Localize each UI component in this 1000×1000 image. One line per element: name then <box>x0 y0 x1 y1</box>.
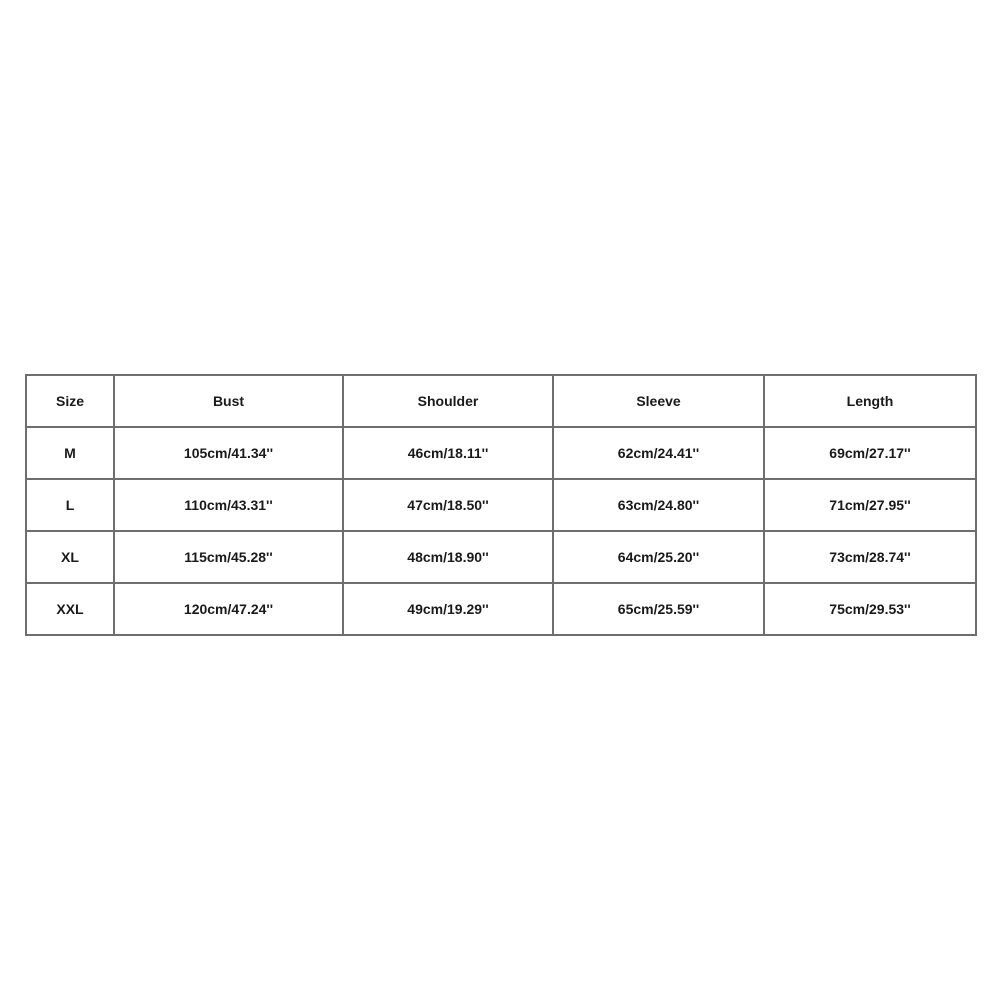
header-bust: Bust <box>114 375 343 427</box>
header-sleeve: Sleeve <box>553 375 764 427</box>
table-row <box>26 583 976 635</box>
header-row <box>26 375 976 427</box>
cell-size: M <box>26 427 114 479</box>
cell-shoulder: 46cm/18.11'' <box>343 427 553 479</box>
table-row <box>26 479 976 531</box>
header-length: Length <box>764 375 976 427</box>
size-chart-table <box>25 374 977 636</box>
cell-bust: 120cm/47.24'' <box>114 583 343 635</box>
cell-shoulder: 48cm/18.90'' <box>343 531 553 583</box>
cell-length: 69cm/27.17'' <box>764 427 976 479</box>
table-row <box>26 427 976 479</box>
cell-length: 73cm/28.74'' <box>764 531 976 583</box>
cell-shoulder: 47cm/18.50'' <box>343 479 553 531</box>
cell-bust: 115cm/45.28'' <box>114 531 343 583</box>
cell-sleeve: 62cm/24.41'' <box>553 427 764 479</box>
cell-bust: 110cm/43.31'' <box>114 479 343 531</box>
header-shoulder: Shoulder <box>343 375 553 427</box>
header-size: Size <box>26 375 114 427</box>
cell-sleeve: 64cm/25.20'' <box>553 531 764 583</box>
cell-size: XL <box>26 531 114 583</box>
cell-length: 75cm/29.53'' <box>764 583 976 635</box>
cell-size: L <box>26 479 114 531</box>
cell-shoulder: 49cm/19.29'' <box>343 583 553 635</box>
cell-bust: 105cm/41.34'' <box>114 427 343 479</box>
cell-length: 71cm/27.95'' <box>764 479 976 531</box>
cell-size: XXL <box>26 583 114 635</box>
cell-sleeve: 65cm/25.59'' <box>553 583 764 635</box>
cell-sleeve: 63cm/24.80'' <box>553 479 764 531</box>
table-row <box>26 531 976 583</box>
